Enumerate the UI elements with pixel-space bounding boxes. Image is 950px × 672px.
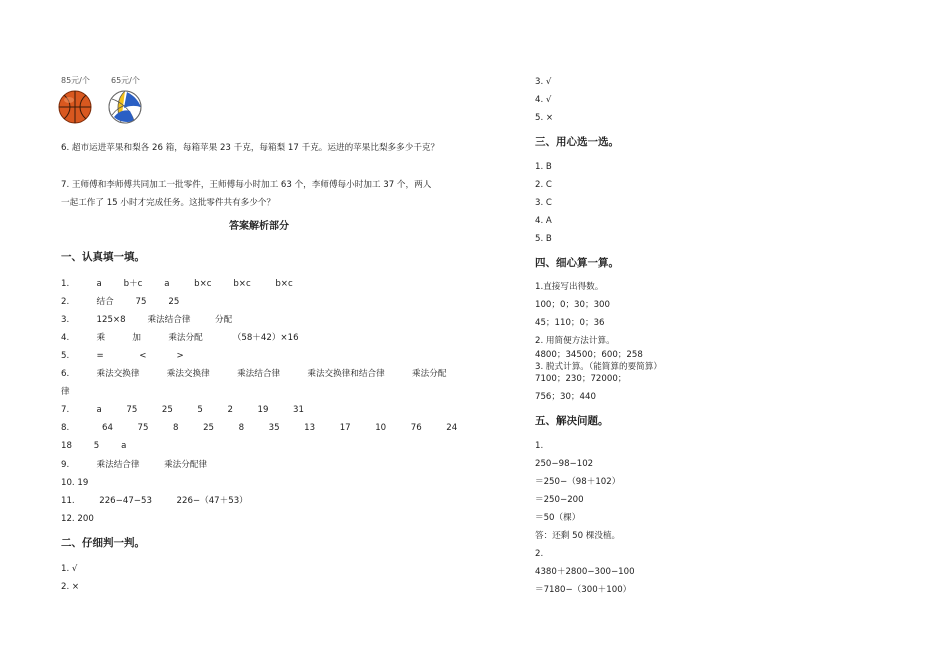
section2-line-4: 4. √ bbox=[535, 95, 552, 105]
section4-line-4: 2. 用简便方法计算。 bbox=[535, 336, 615, 346]
section5-line-5: ＝50（棵） bbox=[535, 513, 581, 523]
section2-line-5: 5. × bbox=[535, 113, 554, 123]
section5-line-7: 2. bbox=[535, 549, 544, 559]
section5-line-3: ＝250−（98＋102） bbox=[535, 477, 621, 487]
basketball-price: 85元/个 bbox=[61, 76, 90, 85]
section4-line-1: 1.直接写出得数。 bbox=[535, 282, 604, 292]
section5-line-9: ＝7180−（300＋100） bbox=[535, 585, 632, 595]
section2-line-1: 1. √ bbox=[61, 564, 78, 574]
section1-line-9: 9. 乘法结合律 乘法分配律 bbox=[61, 460, 208, 470]
section5-line-6: 答：还剩 50 棵没植。 bbox=[535, 531, 621, 541]
basketball-icon bbox=[58, 90, 92, 124]
section2-title: 二、仔细判一判。 bbox=[61, 537, 145, 549]
section1-line-8-cont: 18 5 a bbox=[61, 441, 127, 451]
volleyball-price: 65元/个 bbox=[111, 76, 140, 85]
section3-line-3: 3. C bbox=[535, 198, 552, 208]
section1-line-4: 4. 乘 加 乘法分配 （58＋42）×16 bbox=[61, 333, 299, 343]
section1-title: 一、认真填一填。 bbox=[61, 251, 145, 263]
question-7-line1: 7. 王师傅和李师傅共同加工一批零件，王师傅每小时加工 63 个，李师傅每小时加工 37 个，两人 bbox=[61, 180, 432, 190]
section1-line-12: 12. 200 bbox=[61, 514, 94, 524]
section1-line-3: 3. 125×8 乘法结合律 分配 bbox=[61, 315, 233, 325]
section3-line-5: 5. B bbox=[535, 234, 552, 244]
section3-title: 三、用心选一选。 bbox=[535, 136, 619, 148]
section5-title: 五、解决问题。 bbox=[535, 415, 609, 427]
section1-line-10: 10. 19 bbox=[61, 478, 89, 488]
section4-line-8: 756；30；440 bbox=[535, 392, 596, 402]
section1-line-11: 11. 226−47−53 226−（47＋53） bbox=[61, 496, 248, 506]
section4-line-7: 7100；230；72000； bbox=[535, 374, 627, 384]
section4-line-3: 45；110；0；36 bbox=[535, 318, 605, 328]
section4-line-2: 100；0；30；300 bbox=[535, 300, 610, 310]
section1-line-1: 1. a b＋c a b×c b×c b×c bbox=[61, 279, 293, 289]
section1-line-6: 6. 乘法交换律 乘法交换律 乘法结合律 乘法交换律和结合律 乘法分配 bbox=[61, 369, 447, 379]
section5-line-4: ＝250−200 bbox=[535, 495, 584, 505]
section5-line-8: 4380＋2800−300−100 bbox=[535, 567, 635, 577]
section2-line-2: 2. × bbox=[61, 582, 80, 592]
section3-line-1: 1. B bbox=[535, 162, 552, 172]
answer-title: 答案解析部分 bbox=[229, 221, 289, 232]
section4-title: 四、细心算一算。 bbox=[535, 257, 619, 269]
section3-line-2: 2. C bbox=[535, 180, 552, 190]
section3-line-4: 4. A bbox=[535, 216, 552, 226]
section1-line-7: 7. a 75 25 5 2 19 31 bbox=[61, 405, 304, 415]
section4-line-6: 3. 脱式计算。（能简算的要简算） bbox=[535, 362, 662, 372]
question-6: 6. 超市运进苹果和梨各 26 箱，每箱苹果 23 千克，每箱梨 17 千克。运进的苹果比梨多多少千克？ bbox=[61, 143, 440, 153]
section5-line-2: 250−98−102 bbox=[535, 459, 594, 469]
section5-line-1: 1. bbox=[535, 441, 544, 451]
question-7-line2: 一起工作了 15 小时才完成任务。这批零件共有多少个？ bbox=[61, 198, 276, 208]
section1-line-6-cont: 律 bbox=[61, 387, 70, 397]
section2-line-3: 3. √ bbox=[535, 77, 552, 87]
volleyball-icon bbox=[108, 90, 142, 124]
section1-line-8: 8. 64 75 8 25 8 35 13 17 10 76 24 bbox=[61, 423, 458, 433]
section1-line-2: 2. 结合 75 25 bbox=[61, 297, 180, 307]
section1-line-5: 5. = < > bbox=[61, 351, 184, 361]
section4-line-5: 4800；34500；600；258 bbox=[535, 350, 643, 360]
